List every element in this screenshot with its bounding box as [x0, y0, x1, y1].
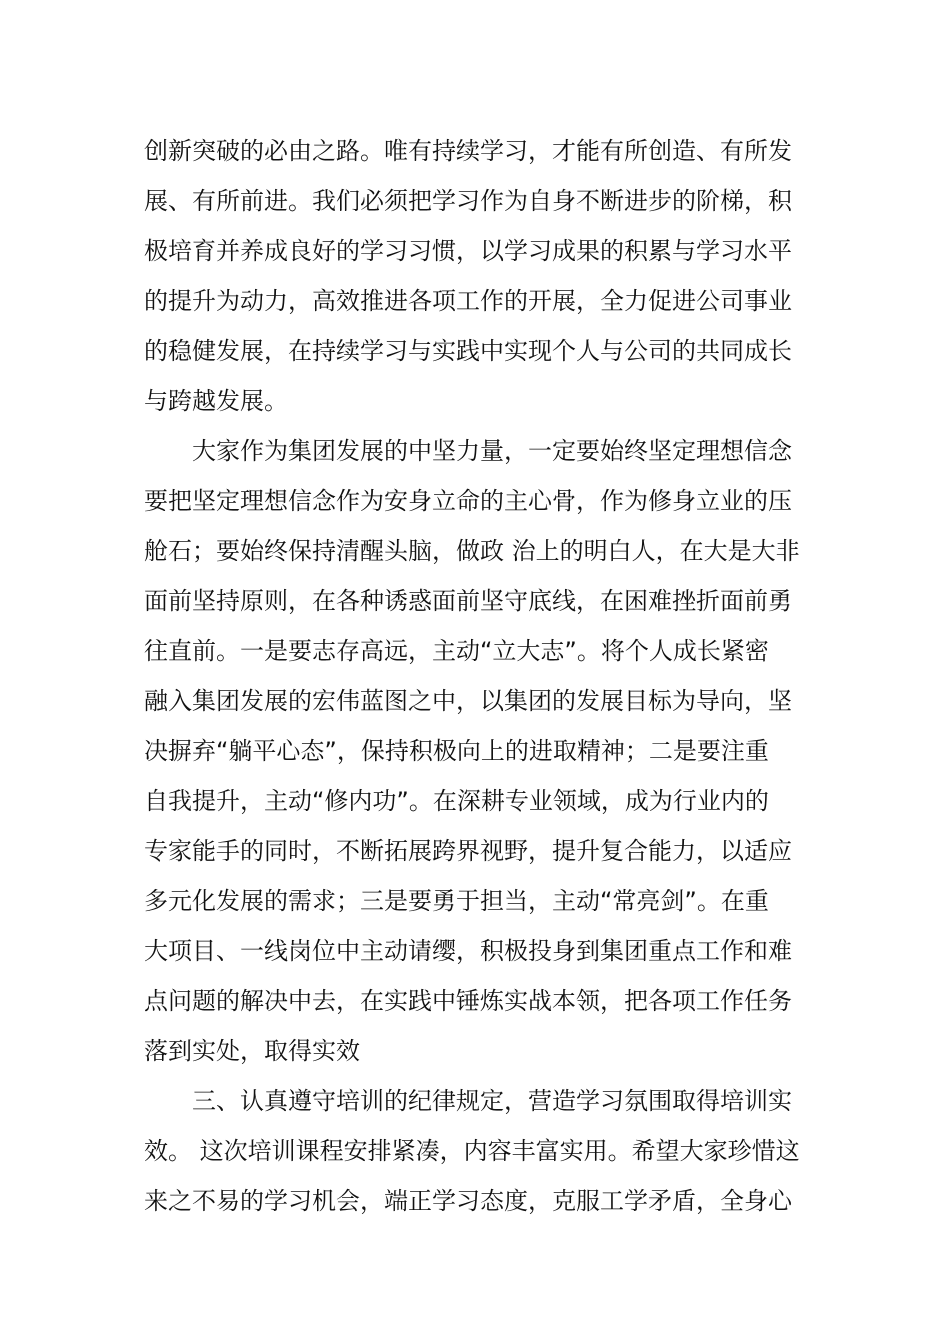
text-line: 决摒弃“躺平心态”，保持积极向上的进取精神；二是要注重 [144, 737, 769, 765]
text-line: 往直前。一是要志存高远，主动“立大志”。将个人成长紧密 [144, 637, 769, 665]
text-line: 的提升为动力，高效推进各项工作的开展，全力促进公司事业 [144, 287, 792, 315]
text-line: 效。 这次培训课程安排紧凑，内容丰富实用。希望大家珍惜这 [144, 1137, 800, 1165]
document-body [144, 126, 808, 1226]
text-line: 多元化发展的需求；三是要勇于担当，主动“常亮剑”。在重 [144, 887, 769, 915]
text-line: 落到实处，取得实效 [144, 1037, 360, 1065]
text-line: 要把坚定理想信念作为安身立命的主心骨，作为修身立业的压 [144, 487, 792, 515]
text-line: 展、有所前进。我们必须把学习作为自身不断进步的阶梯，积 [144, 187, 792, 215]
text-line: 来之不易的学习机会，端正学习态度，克服工学矛盾，全身心 [144, 1187, 792, 1215]
text-line: 与跨越发展。 [144, 387, 288, 415]
text-line: 三、认真遵守培训的纪律规定，营造学习氛围取得培训实 [192, 1087, 792, 1115]
text-line: 舱石；要始终保持清醒头脑，做政 治上的明白人，在大是大非 [144, 537, 800, 565]
paragraph-3 [144, 1076, 808, 1226]
text-line: 融入集团发展的宏伟蓝图之中，以集团的发展目标为导向，坚 [144, 687, 792, 715]
text-line: 大项目、一线岗位中主动请缨，积极投身到集团重点工作和难 [144, 937, 792, 965]
text-line: 极培育并养成良好的学习习惯，以学习成果的积累与学习水平 [144, 237, 792, 265]
text-line: 面前坚持原则，在各种诱惑面前坚守底线，在困难挫折面前勇 [144, 587, 792, 615]
text-line: 专家能手的同时，不断拓展跨界视野，提升复合能力，以适应 [144, 837, 792, 865]
text-line: 点问题的解决中去，在实践中锤炼实战本领，把各项工作任务 [144, 987, 792, 1015]
text-line: 自我提升，主动“修内功”。在深耕专业领域，成为行业内的 [144, 787, 769, 815]
paragraph-2 [144, 426, 808, 1076]
text-line: 大家作为集团发展的中坚力量，一定要始终坚定理想信念 [192, 437, 792, 465]
text-line: 的稳健发展，在持续学习与实践中实现个人与公司的共同成长 [144, 337, 792, 365]
text-line: 创新突破的必由之路。唯有持续学习，才能有所创造、有所发 [144, 137, 792, 165]
paragraph-1 [144, 126, 808, 426]
